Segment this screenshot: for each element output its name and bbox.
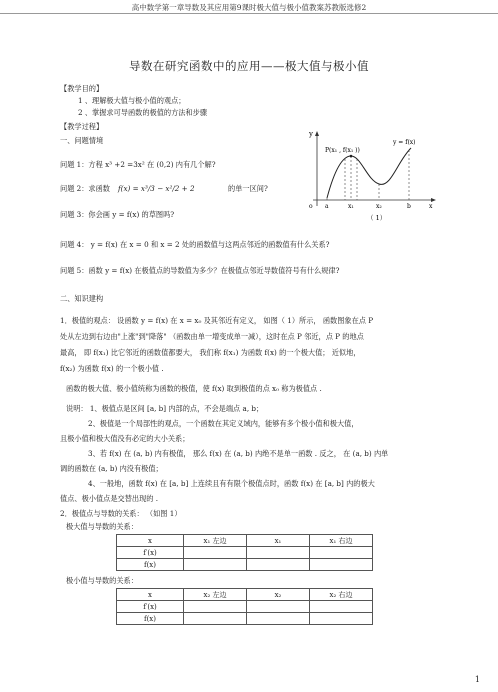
question-3: 问题 3：你会画 y = f(x) 的草图吗? — [60, 210, 175, 219]
graph-y-label: y — [309, 130, 313, 138]
note-1: 说明： 1、极值点是区间 [a, b] 内部的点，不会是端点 a, b； — [66, 404, 264, 413]
table-cell: x₂ — [247, 589, 310, 601]
graph-origin-label: o — [309, 203, 313, 210]
graph-point-label: P(x₁ , f(x₁ )) — [325, 147, 360, 154]
table-row — [117, 547, 373, 559]
definition-line-1: 1．极值的观点： 设函数 y = f(x) 在 x = x₀ 及其邻近有定义， 如图（ 1）所示， 函数图象在点 P — [60, 316, 374, 325]
table-cell — [310, 547, 373, 559]
note-3: 3、若 f(x) 在 (a, b) 内有极值， 那么 f(x) 在 (a, b) 内绝不是单一函数 . 反之， 在 (a, b) 内单 — [88, 449, 389, 458]
table-cell: x₁ 右边 — [310, 535, 373, 547]
table-cell — [247, 613, 310, 625]
relation-heading: 2．极值点与导数的关系： （如图 1） — [60, 509, 182, 518]
table-row — [117, 613, 373, 625]
definition-line-3: 最高， 即 f(x₁) 比它邻近的函数值都要大， 我们称 f(x₁) 为函数 f(x) 的一个极大值； 近似地， — [60, 348, 361, 357]
table-cell — [247, 559, 310, 571]
graph-a-label: a — [325, 203, 329, 210]
table-cell: x₁ — [247, 535, 310, 547]
note-4: 4、一般地，函数 f(x) 在 [a, b] 上连续且有有限个极值点时，函数 f(x) 在 [a, b] 内的极大 — [88, 479, 375, 488]
max-table-title: 极大值与导数的关系： — [66, 522, 138, 531]
section-heading-2: 二、知识建构 — [60, 294, 104, 303]
definition-line-5: 函数的极大值、极小值统称为函数的极值，使 f(x) 取到极值的点 x₀ 称为极值点 . — [66, 384, 322, 393]
definition-line-4: f(x₂) 为函数 f(x) 的一个极小值 . — [60, 364, 164, 373]
note-2-continued: 且极小值和极大值没有必定的大小关系； — [60, 434, 190, 443]
min-table-title: 极小值与导数的关系： — [66, 576, 138, 585]
question-2-lead: 问题 2：求函数 — [60, 184, 110, 193]
page-header: 高中数学第一章导数及其应用第9课时极大值与极小值教案苏教版选修2 — [131, 3, 367, 12]
table-cell — [247, 601, 310, 613]
graph-curve-label: y = f(x) — [393, 139, 416, 146]
definition-line-2: 处从左边到右边由"上涨"到"降落" （函数由单一增变成单一减），这时在点 P 邻近，点 P 的地点 — [60, 332, 364, 341]
table-cell — [184, 601, 247, 613]
table-cell: x₁ 左边 — [184, 535, 247, 547]
table-cell: f′(x) — [117, 601, 184, 613]
goal-2: 2 、掌握求可导函数的极值的方法和步骤 — [78, 108, 208, 117]
table-row — [117, 601, 373, 613]
goal-1: 1 、理解极大值与极小值的观点； — [78, 96, 186, 105]
table-cell — [310, 559, 373, 571]
note-2: 2、极值是一个局部性的观点，一个函数在其定义域内，能够有多个极小值和极大值， — [88, 419, 359, 428]
table-row — [117, 535, 373, 547]
table-cell: x₂ 右边 — [310, 589, 373, 601]
table-cell: x — [117, 589, 184, 601]
header-rule — [0, 13, 498, 14]
document-title: 导数在研究函数中的应用——极大值与极小值 — [129, 59, 369, 73]
graph-b-label: b — [407, 203, 411, 210]
note-3-continued: 调的函数在 (a, b) 内没有极值； — [60, 464, 163, 473]
function-graph-figure — [305, 128, 440, 223]
note-4-continued: 值点、极小值点是交替出现的 . — [60, 494, 159, 503]
question-4: 问题 4： y = f(x) 在 x = 0 和 x = 2 处的函数值与这两点邻近的函数值有什么关系? — [60, 240, 330, 249]
goals-heading: 【教学目的】 — [60, 84, 104, 93]
table-cell — [310, 613, 373, 625]
question-2-tail: 的单一区间? — [228, 184, 268, 193]
table-cell: x₂ 左边 — [184, 589, 247, 601]
table-cell: f(x) — [117, 613, 184, 625]
table-cell — [310, 601, 373, 613]
table-cell: f′(x) — [117, 547, 184, 559]
table-row — [117, 559, 373, 571]
question-1: 问题 1：方程 x³ +2 =3x² 在 (0,2) 内有几个解? — [60, 160, 216, 169]
graph-x-label: x — [429, 203, 433, 210]
process-heading: 【教学过程】 — [60, 122, 104, 131]
table-cell: f(x) — [117, 559, 184, 571]
question-5: 问题 5：函数 y = f(x) 在极值点的导数值为多少？在极值点邻近导数值符号有什么规律? — [60, 266, 340, 275]
table-row — [117, 589, 373, 601]
max-derivative-table — [116, 534, 373, 571]
graph-caption: （ 1） — [367, 214, 387, 222]
table-cell — [184, 559, 247, 571]
table-cell: x — [117, 535, 184, 547]
min-derivative-table — [116, 588, 373, 625]
table-cell — [184, 547, 247, 559]
graph-x2-label: x₂ — [376, 203, 382, 210]
table-cell — [184, 613, 247, 625]
table-cell — [247, 547, 310, 559]
graph-x1-label: x₁ — [348, 203, 354, 210]
question-2-formula: f(x) = x³/3 − x²/2 + 2 — [118, 184, 195, 193]
section-heading-1: 一、问题情境 — [60, 136, 104, 145]
page-number: 1 — [474, 675, 480, 684]
